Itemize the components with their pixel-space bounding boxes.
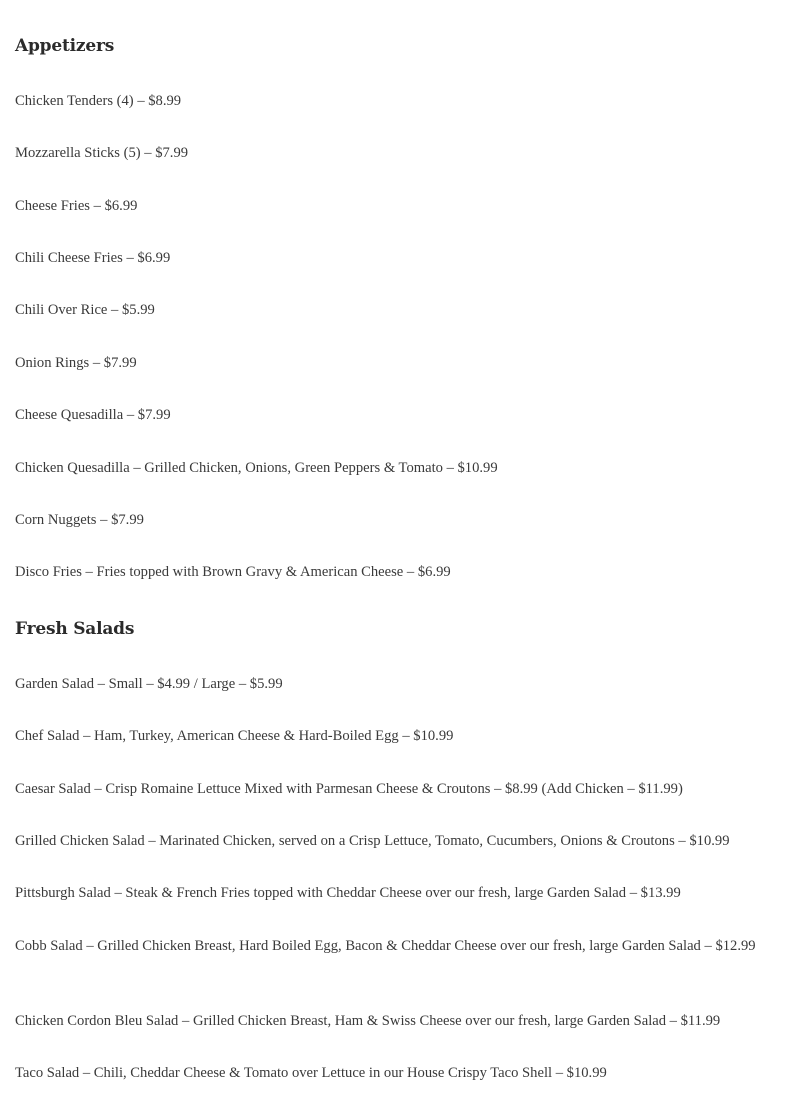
menu-item: Corn Nuggets – $7.99 xyxy=(15,512,144,528)
menu-item: Disco Fries – Fries topped with Brown Gravy & American Cheese – $6.99 xyxy=(15,564,451,580)
menu-item: Cobb Salad – Grilled Chicken Breast, Hard Boiled Egg, Bacon & Cheddar Cheese over our fresh, large Garden Salad – $12.99 xyxy=(15,938,756,954)
section-heading-appetizers: Appetizers xyxy=(15,36,115,56)
menu-item: Chicken Quesadilla – Grilled Chicken, Onions, Green Peppers & Tomato – $10.99 xyxy=(15,460,498,476)
menu-item: Cheese Fries – $6.99 xyxy=(15,198,138,214)
section-heading-fresh-salads: Fresh Salads xyxy=(15,619,135,639)
menu-item: Chili Cheese Fries – $6.99 xyxy=(15,250,171,266)
menu-item: Grilled Chicken Salad – Marinated Chicken, served on a Crisp Lettuce, Tomato, Cucumbers, Onions & Croutons – $10.99 xyxy=(15,833,730,849)
menu-item: Mozzarella Sticks (5) – $7.99 xyxy=(15,145,189,161)
menu-item: Chili Over Rice – $5.99 xyxy=(15,302,155,318)
menu-item: Chef Salad – Ham, Turkey, American Cheese & Hard-Boiled Egg – $10.99 xyxy=(15,728,454,744)
menu-item: Taco Salad – Chili, Cheddar Cheese & Tomato over Lettuce in our House Crispy Taco Shell – $10.99 xyxy=(15,1065,607,1081)
menu-item: Chicken Tenders (4) – $8.99 xyxy=(15,93,182,109)
menu-item: Garden Salad – Small – $4.99 / Large – $5.99 xyxy=(15,676,283,692)
menu-item: Cheese Quesadilla – $7.99 xyxy=(15,407,171,423)
menu-item: Chicken Cordon Bleu Salad – Grilled Chicken Breast, Ham & Swiss Cheese over our fresh, large Garden Salad – $11.99 xyxy=(15,1013,721,1029)
menu-item: Onion Rings – $7.99 xyxy=(15,355,137,371)
menu-item: Pittsburgh Salad – Steak & French Fries topped with Cheddar Cheese over our fresh, large Garden Salad – $13.99 xyxy=(15,885,681,901)
menu-item: Caesar Salad – Crisp Romaine Lettuce Mixed with Parmesan Cheese & Croutons – $8.99 (Add Chicken – $11.99) xyxy=(15,781,683,797)
